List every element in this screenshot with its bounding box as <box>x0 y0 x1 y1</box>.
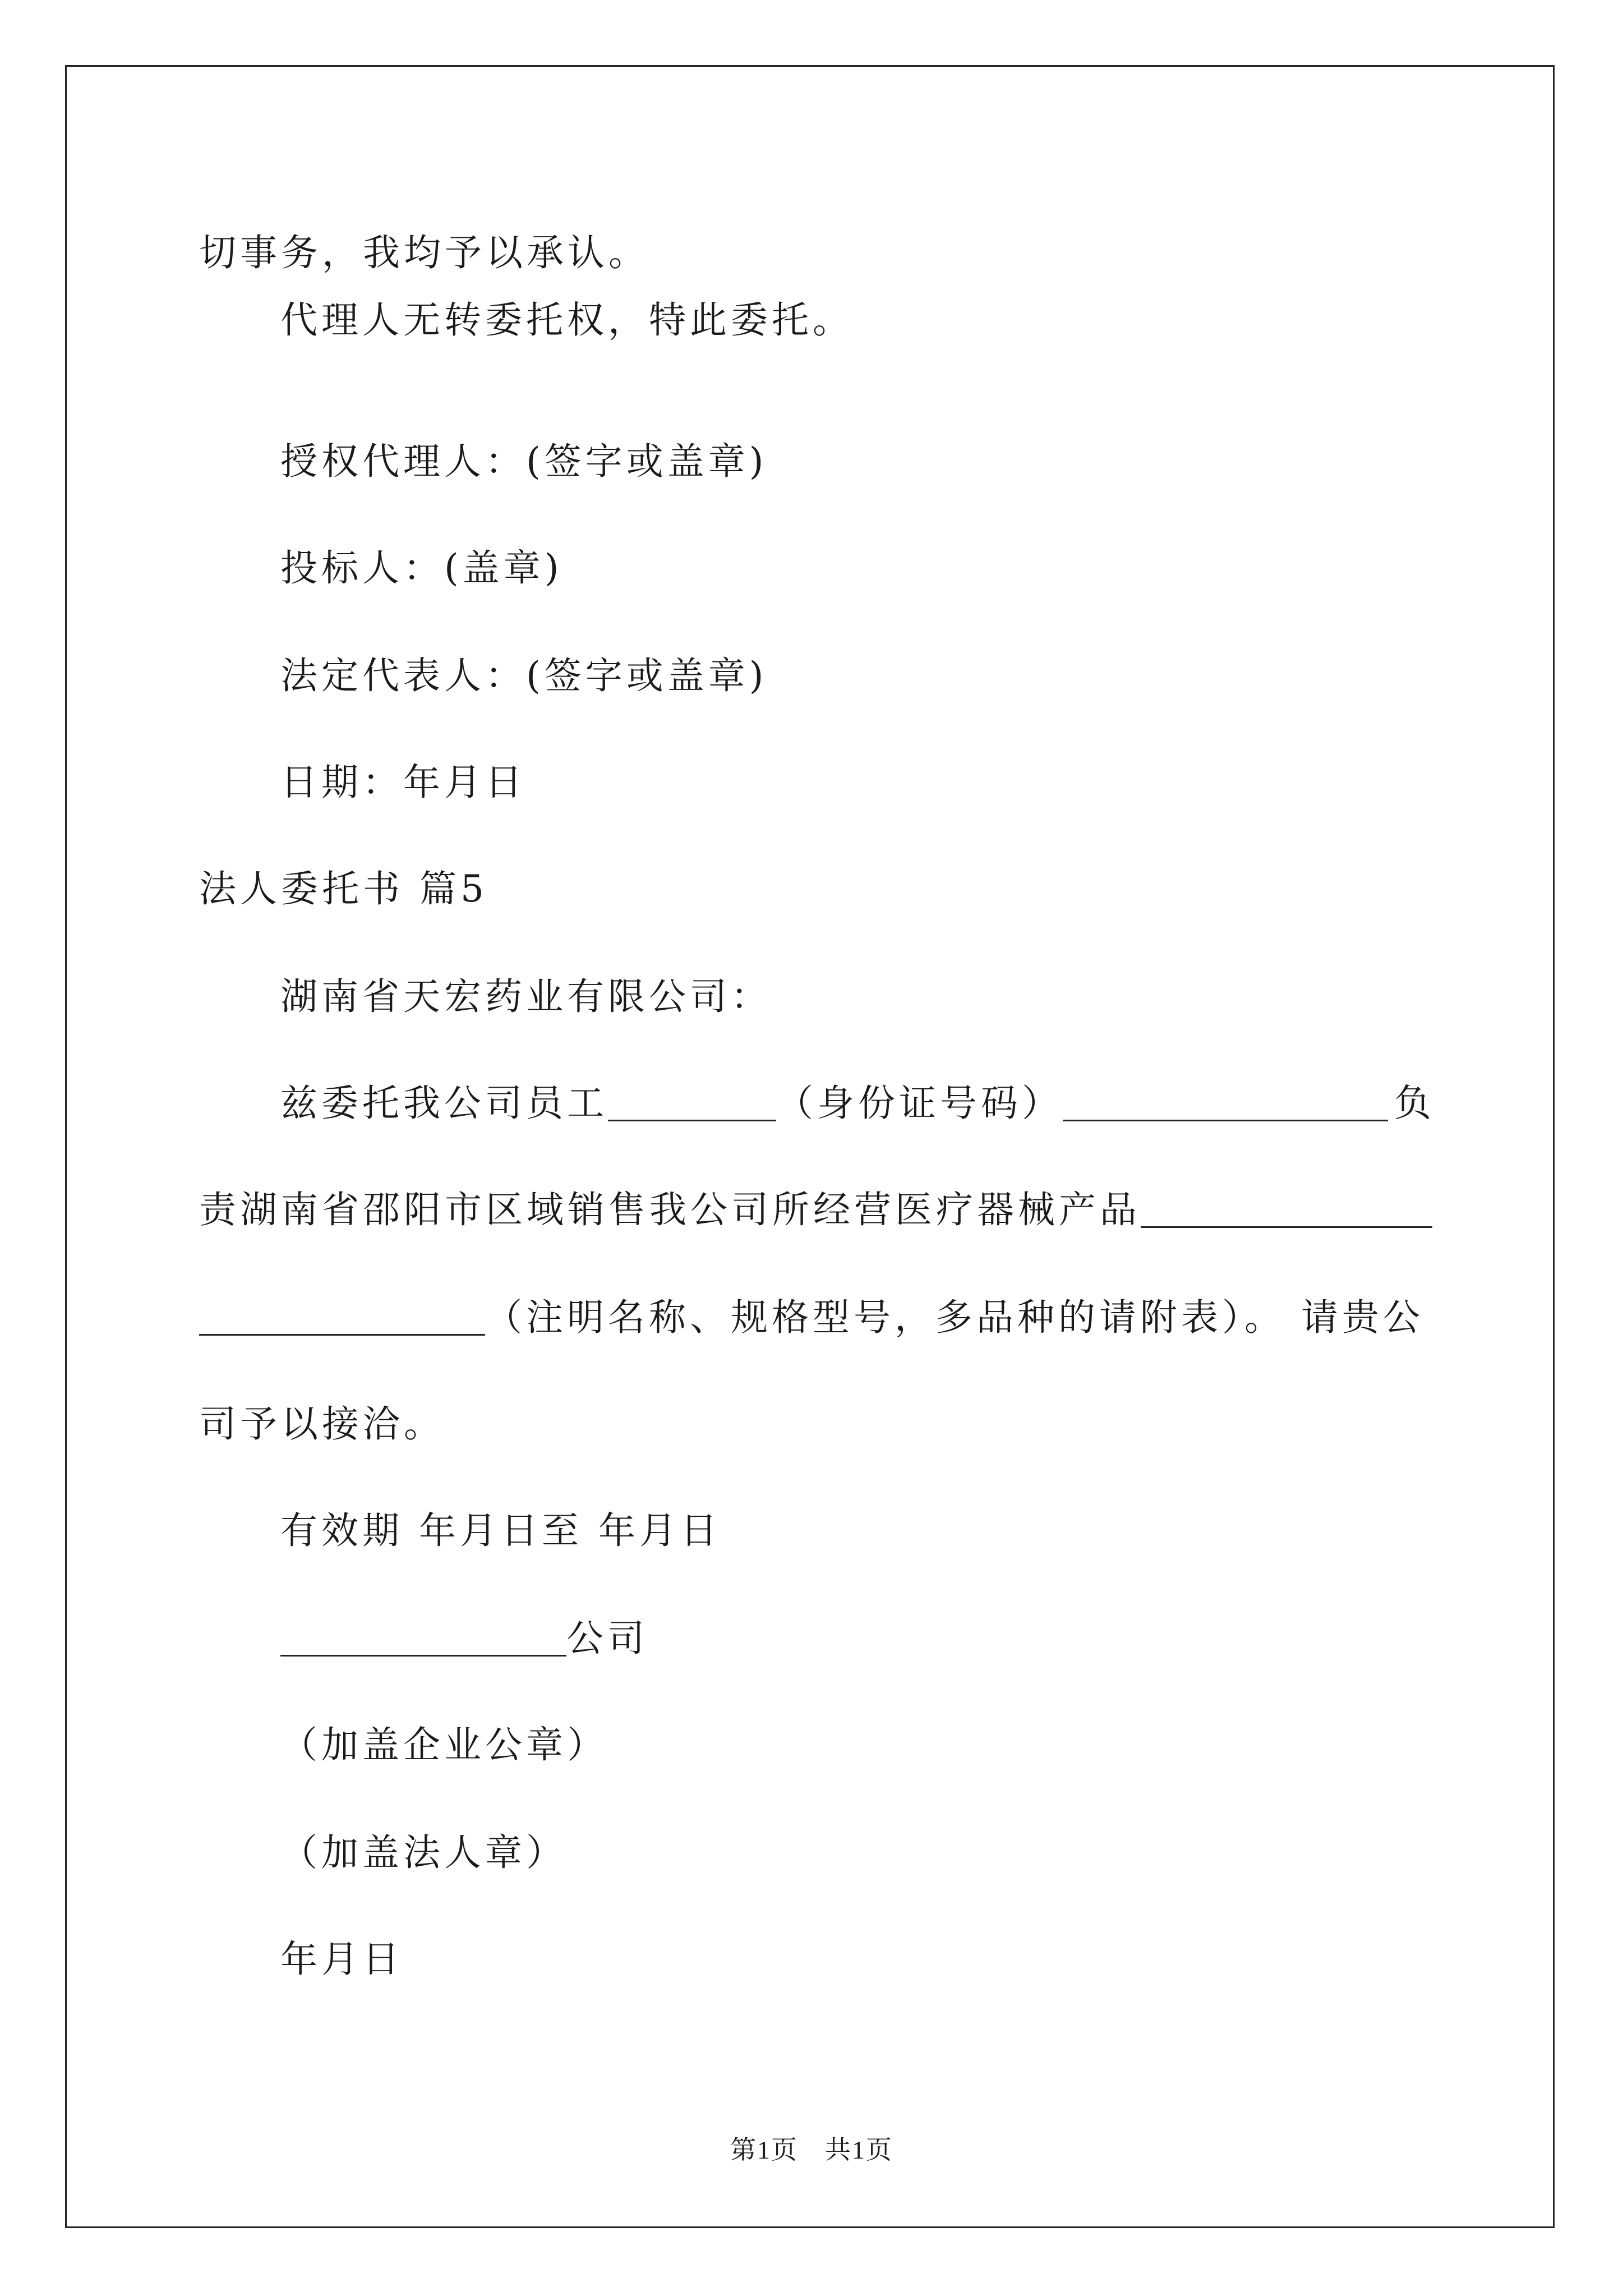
text-line: 法定代表人：(签字或盖章) <box>280 654 768 697</box>
text-segment: 负 <box>1394 1082 1435 1125</box>
text-line: 年月日 <box>280 1938 403 1981</box>
blank-line <box>1141 1193 1432 1228</box>
recipient-line: 湖南省天宏药业有限公司： <box>280 975 772 1018</box>
text-line: 切事务，我均予以承认。 <box>199 231 649 274</box>
blank-line <box>199 1300 485 1336</box>
section-heading: 法人委托书 篇5 <box>199 867 488 910</box>
text-segment: 责湖南省邵阳市区域销售我公司所经营医疗器械产品 <box>199 1188 1141 1231</box>
text-line <box>199 1296 1424 1339</box>
text-line: 司予以接洽。 <box>199 1402 445 1446</box>
text-line: 授权代理人：(签字或盖章) <box>280 440 768 483</box>
page-border <box>65 65 1555 2228</box>
text-line: 日期：年月日 <box>280 761 526 804</box>
text-segment: 公司 <box>566 1617 648 1660</box>
text-segment: 兹委托我公司员工 <box>280 1082 608 1125</box>
text-line: （加盖法人章） <box>280 1831 567 1874</box>
text-line: 有效期 年月日至 年月日 <box>280 1509 721 1552</box>
blank-line <box>280 1621 566 1657</box>
text-segment: （注明名称、规格型号，多品种的请附表）。 请贵公 <box>485 1296 1424 1339</box>
page-footer: 第1页 共1页 <box>730 2136 893 2164</box>
text-line <box>280 1082 1388 1125</box>
text-line: 代理人无转委托权，特此委托。 <box>280 298 854 342</box>
text-line: （加盖企业公章） <box>280 1723 608 1766</box>
text-line <box>280 1617 648 1660</box>
blank-line <box>1063 1086 1388 1121</box>
text-line: 投标人：(盖章) <box>280 546 563 590</box>
blank-line <box>608 1086 776 1121</box>
text-segment: （身份证号码） <box>776 1082 1063 1125</box>
text-line <box>199 1188 1432 1231</box>
